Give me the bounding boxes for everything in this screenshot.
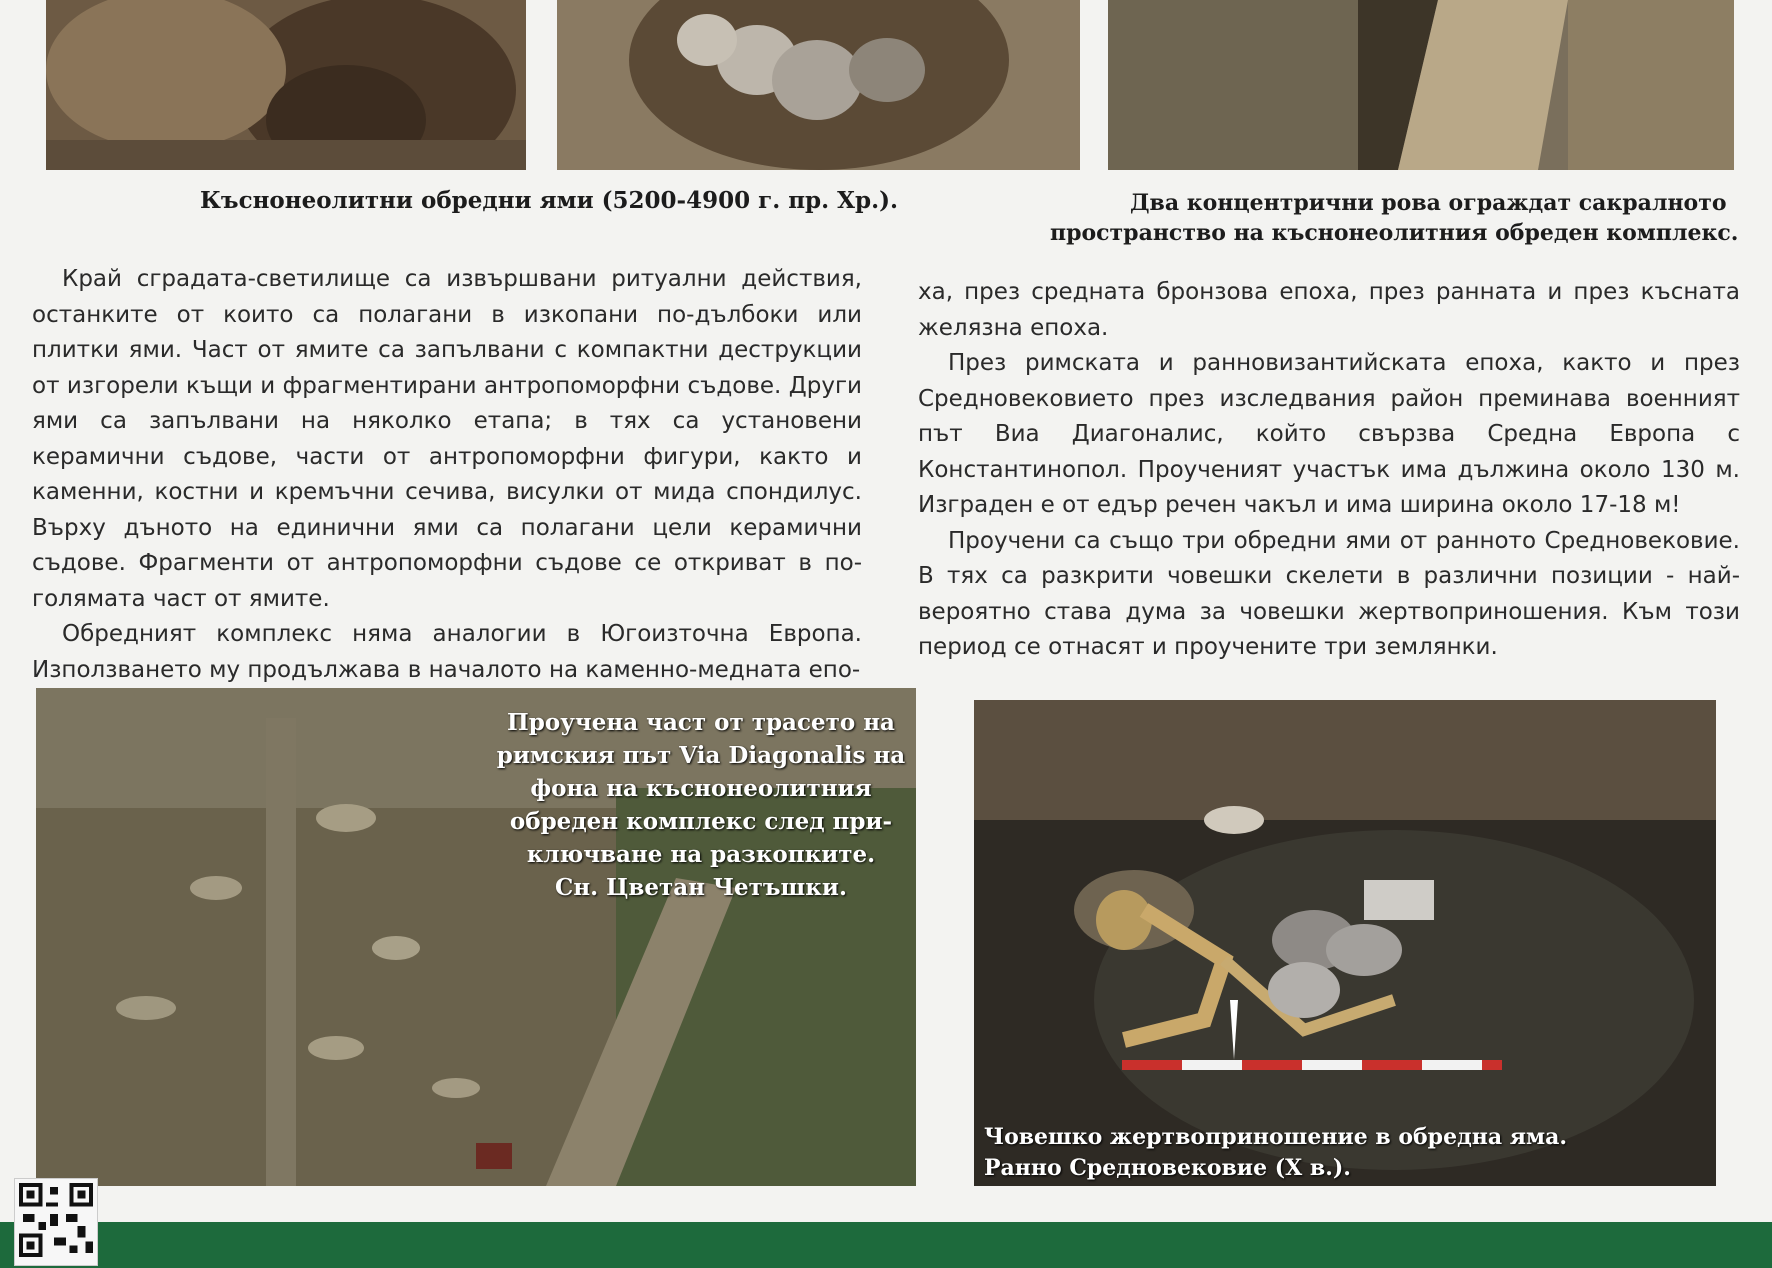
right-paragraph-3: Проучени са също три обредни ями от ранното Средновековие. В тях са разкрити човешки скелети в различни позиции - най-вероятно става дума за човешки жертвоприношения. Към този период се отнасят и проучените три землянки. [918,527,1740,660]
aerial-caption-line-2: римския път Via Diagonalis на [496,742,906,769]
right-text-column [918,275,1740,666]
caption-ditches-line1: Два концентрични рова ограждат сакралното [1130,190,1727,216]
skeleton-caption-line-2: Ранно Средновековие (X в.). [984,1155,1351,1181]
caption-ditches-line2: пространство на къснонеолитния обреден комплекс. [1050,220,1739,246]
photo-skeleton-sacrifice [974,700,1716,1186]
right-paragraph-2: През римската и ранновизантийската епоха, както и през Средновековието през изследвания район преминава военният път Виа Диагоналис, който свързва Средна Европа с Константинопол. Проученият участък има дължина около 130 м. Изграден е от едър речен чакъл и има ширина около 17-18 м! [918,350,1740,518]
right-paragraph-1: ха, през средната бронзова епоха, през ранната и през късната желязна епоха. [918,279,1740,341]
aerial-caption-line-4: обреден комплекс след при- [509,808,893,835]
skeleton-caption [984,1122,1704,1184]
qr-code-icon [14,1178,98,1266]
left-paragraph-2: Обредният комплекс няма аналогии в Югоизточна Европа. Използването му продължава в началото на каменно-медната епо- [32,621,862,683]
left-paragraph-1: Край сградата-светилище са извършвани ритуални действия, останките от които са полагани в изкопани по-дълбоки или плитки ями. Част от ямите са запълвани с компактни деструкции от изгорели къщи и фрагментирани антропоморфни съдове. Други ями са запълвани на няколко етапа; в тях са установени керамични съдове, части от антропоморфни фигури, както и каменни, костни и кремъчни сечива, висулки от мида спондилус. Върху дъното на единични ями са полагани цели керамични съдове. Фрагменти от антропоморфни съдове се откриват в по-голямата част от ямите. [32,266,862,612]
caption-ritual-pits: Къснонеолитни обредни ями (5200-4900 г. пр. Хр.). [200,187,898,214]
photo-ritual-pit-left [46,0,526,170]
skeleton-caption-line-1: Човешко жертвоприношение в обредна яма. [984,1124,1568,1150]
aerial-caption-line-5: ключване на разкопките. [526,841,876,868]
aerial-caption-line-6: Сн. Цветан Четъшки. [555,874,847,901]
photo-concentric-ditches [1108,0,1734,170]
aerial-caption-line-3: фона на къснонеолитния [530,775,872,802]
footer-band [0,1222,1772,1268]
left-text-column [32,262,862,688]
photo-ritual-pit-vessels [557,0,1080,170]
aerial-caption-line-1: Проучена част от трасето на [507,709,895,736]
aerial-caption [496,706,906,904]
